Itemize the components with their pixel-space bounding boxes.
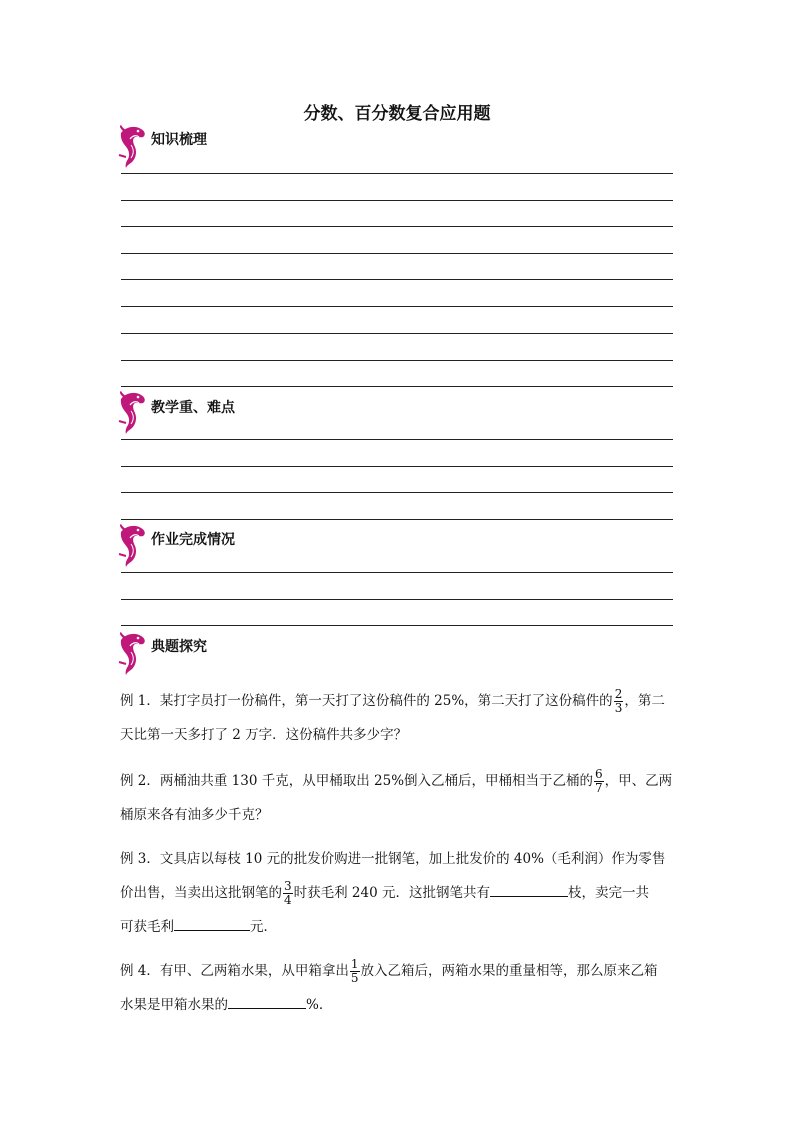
page-title: 分数、百分数复合应用题 xyxy=(303,104,491,124)
writing-line xyxy=(121,360,673,361)
section-header xyxy=(117,632,677,662)
writing-line xyxy=(121,599,673,600)
dolphin-icon xyxy=(117,524,147,568)
fraction: $\frac{3}{4}$ xyxy=(284,879,292,907)
dolphin-icon xyxy=(117,391,147,435)
writing-line xyxy=(121,439,673,440)
writing-line xyxy=(121,306,673,307)
fraction: $\frac{2}{3}$ xyxy=(614,687,623,715)
dolphin-icon xyxy=(117,125,147,169)
writing-line xyxy=(121,386,673,387)
writing-line xyxy=(121,519,673,520)
section-header xyxy=(117,391,677,421)
fraction: $\frac{6}{7}$ xyxy=(595,767,603,795)
fraction: $\frac{1}{5}$ xyxy=(350,957,359,985)
writing-line xyxy=(121,492,673,493)
section-title: 作业完成情况 xyxy=(151,532,235,548)
section-header xyxy=(117,125,677,155)
answer-blank[interactable] xyxy=(174,916,250,931)
example-2 xyxy=(120,764,676,832)
example-line: 桶原来各有油多少千克？ xyxy=(120,807,269,823)
example-line: 天比第一天多打了 2 万字．这份稿件共多少字？ xyxy=(120,727,408,743)
section-key-points xyxy=(117,391,677,526)
section-header xyxy=(117,524,677,554)
writing-line xyxy=(121,226,673,227)
example-line: 例 3．文具店以每枝 10 元的批发价购进一批钢笔，加上批发价的 40%（毛利润）作为零售 xyxy=(120,851,666,867)
writing-line xyxy=(121,466,673,467)
section-knowledge xyxy=(117,125,677,390)
section-homework xyxy=(117,524,677,634)
example-line: 价出售，当卖出这批钢笔的 $\frac{3}{4}$ 时获毛利 240 元．这批钢笔共有 枝，卖完一共 xyxy=(120,879,649,907)
answer-blank[interactable] xyxy=(228,994,306,1009)
section-examples xyxy=(117,632,677,677)
section-title: 知识梳理 xyxy=(151,132,207,148)
writing-line xyxy=(121,200,673,201)
example-line: 例 2．两桶油共重 130 千克，从甲桶取出 25%倒入乙桶后，甲桶相当于乙桶的 $\frac{6}{7}$ ，甲、乙两 xyxy=(120,767,673,795)
writing-line xyxy=(121,333,673,334)
example-line: 可获毛利 元． xyxy=(120,910,676,944)
writing-line xyxy=(121,279,673,280)
section-title: 教学重、难点 xyxy=(151,400,235,416)
example-line: 水果是甲箱水果的 %． xyxy=(120,988,676,1022)
example-line: 例 1．某打字员打一份稿件，第一天打了这份稿件的 25%，第二天打了这份稿件的 $\frac{2}{3}$ ，第二 xyxy=(120,687,665,715)
answer-blank[interactable] xyxy=(490,882,568,897)
example-3 xyxy=(120,842,676,944)
writing-line xyxy=(121,173,673,174)
example-4 xyxy=(120,954,676,1022)
writing-line xyxy=(121,625,673,626)
dolphin-icon xyxy=(117,632,147,676)
writing-line xyxy=(121,253,673,254)
example-line: 例 4．有甲、乙两箱水果，从甲箱拿出 $\frac{1}{5}$ 放入乙箱后，两箱水果的重量相等，那么原来乙箱 xyxy=(120,957,658,985)
writing-line xyxy=(121,572,673,573)
example-1 xyxy=(120,684,676,752)
section-title: 典题探究 xyxy=(151,639,207,655)
